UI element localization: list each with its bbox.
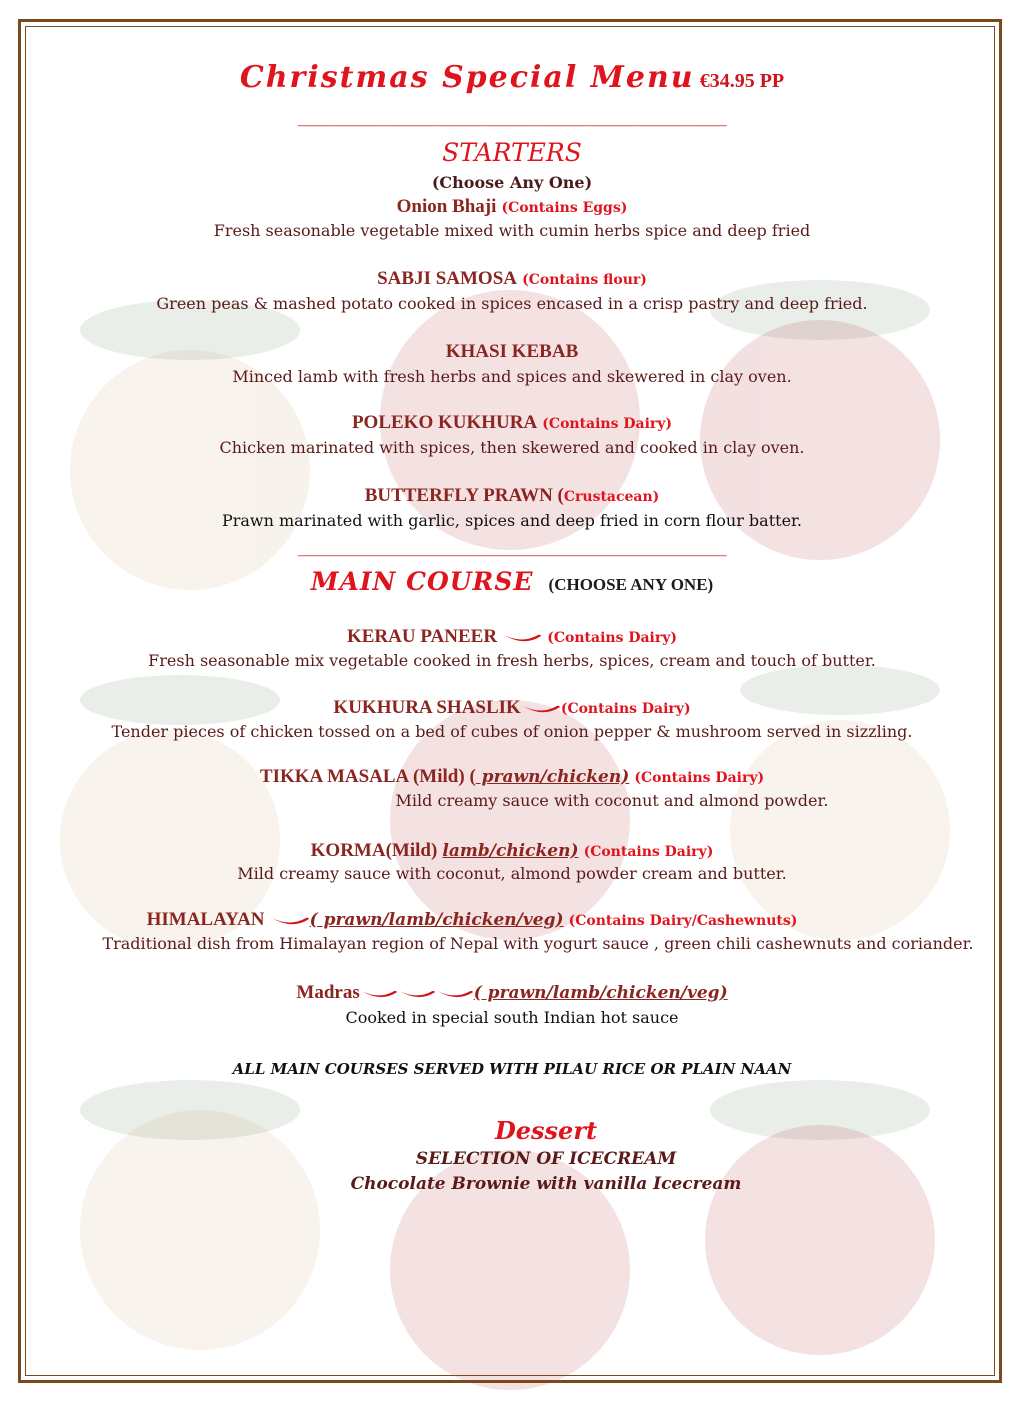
menu-item (0, 196, 1024, 218)
menu-item (0, 697, 1024, 719)
item-description: Cooked in special south Indian hot sauce (345, 1008, 679, 1027)
menu-header (0, 60, 1024, 95)
chili-pepper-icon (398, 988, 436, 1000)
item-name: KHASI KEBAB (445, 341, 579, 362)
item-name: Madras (296, 982, 360, 1003)
item-description: Tender pieces of chicken tossed on a bed of cubes of onion pepper & mushroom served in sizzling. (111, 722, 913, 741)
dessert-item: SELECTION OF ICECREAM (415, 1149, 677, 1169)
menu-item (0, 840, 1024, 862)
chili-pepper-icon (436, 988, 474, 1000)
allergen-tag: (Contains Dairy/Cashewnuts) (568, 913, 798, 929)
item-name: SABJI SAMOSA (377, 268, 518, 289)
item-description: Fresh seasonable mix vegetable cooked in fresh herbs, spices, cream and touch of butter. (148, 651, 876, 670)
item-name: KORMA(Mild) (310, 840, 438, 861)
allergen-tag: (Contains Dairy) (560, 701, 691, 717)
menu-item (0, 485, 1024, 507)
menu-item (0, 412, 1024, 434)
variant-options: lamb/chicken) (442, 841, 579, 861)
item-description: Chicken marinated with spices, then skewered and cooked in clay oven. (219, 438, 805, 457)
chili-pepper-icon (270, 915, 310, 927)
allergen-tag: Crustacean) (563, 489, 660, 505)
allergen-tag: (Contains flour) (522, 272, 647, 288)
menu-item (0, 982, 1024, 1004)
item-name: POLEKO KUKHURA (351, 412, 538, 433)
main-course-header (0, 567, 1024, 596)
item-name: BUTTERFLY PRAWN ( (364, 485, 564, 506)
menu-item (0, 268, 1024, 290)
main-course-choose: (CHOOSE ANY ONE) (548, 575, 714, 594)
item-description: Mild creamy sauce with coconut, almond powder cream and butter. (237, 864, 787, 883)
variant-options: ( prawn/lamb/chicken/veg) (473, 983, 728, 1003)
item-name: Onion Bhaji (396, 196, 497, 217)
menu-item (0, 909, 984, 931)
menu-item (0, 626, 1024, 648)
starters-choose: (Choose Any One) (431, 173, 593, 192)
allergen-tag: (Contains Dairy) (583, 844, 714, 860)
allergen-tag: (Contains Dairy) (547, 630, 677, 646)
variant-options: ( prawn/lamb/chicken/veg) (309, 910, 564, 930)
divider: _____________________________________________ (298, 108, 726, 128)
starters-heading: STARTERS (442, 138, 582, 167)
main-course-heading: MAIN COURSE (310, 567, 534, 596)
menu-price: €34.95 PP (699, 70, 785, 92)
item-name: TIKKA MASALA (Mild) ( (259, 766, 476, 787)
item-name: KERAU PANEER (346, 626, 498, 647)
chili-pepper-icon (360, 988, 398, 1000)
item-description: Minced lamb with fresh herbs and spices and skewered in clay oven. (232, 367, 792, 386)
allergen-tag: (Contains Dairy) (634, 770, 765, 786)
item-description: Fresh seasonable vegetable mixed with cumin herbs spice and deep fried (213, 221, 811, 240)
main-course-note: ALL MAIN COURSES SERVED WITH PILAU RICE OR PLAIN NAAN (232, 1060, 792, 1078)
variant-options: prawn/chicken) (475, 767, 630, 787)
menu-item (0, 766, 1024, 788)
item-name: KUKHURA SHASLIK (333, 697, 521, 718)
chili-pepper-icon (521, 703, 561, 715)
menu-title: Christmas Special Menu (239, 60, 695, 95)
item-description: Traditional dish from Himalayan region of Nepal with yogurt sauce , green chili cashewnuts and coriander. (102, 934, 974, 953)
chili-pepper-icon (502, 632, 542, 644)
item-description: Mild creamy sauce with coconut and almond powder. (395, 791, 829, 810)
item-name: HIMALAYAN (146, 909, 265, 930)
dessert-heading: Dessert (494, 1116, 598, 1145)
allergen-tag: (Contains Eggs) (501, 200, 628, 216)
allergen-tag: (Contains Dairy) (542, 416, 673, 432)
menu-item (0, 341, 1024, 363)
dessert-item: Chocolate Brownie with vanilla Icecream (350, 1174, 742, 1194)
divider: _____________________________________________ (298, 538, 726, 558)
item-description: Green peas & mashed potato cooked in spices encased in a crisp pastry and deep fried. (156, 294, 868, 313)
item-description: Prawn marinated with garlic, spices and deep fried in corn flour batter. (221, 511, 803, 530)
